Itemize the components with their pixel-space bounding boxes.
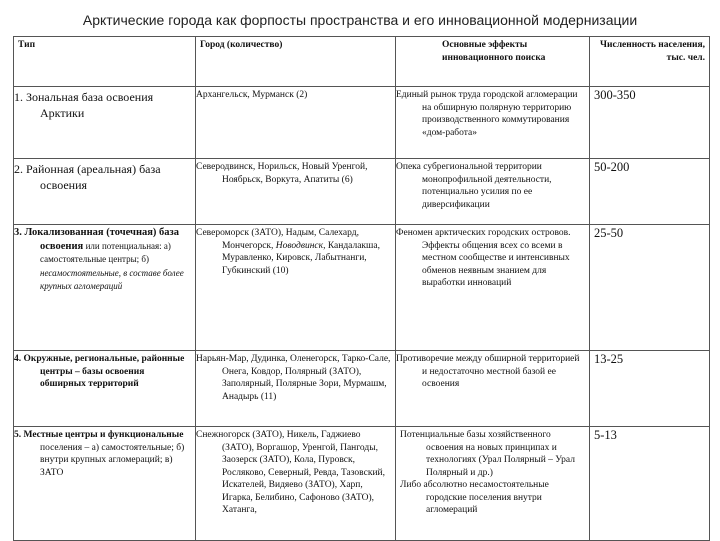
population-cell: 5-13 — [590, 427, 710, 541]
page-title: Арктические города как форпосты пространства и его инновационной модернизации — [82, 12, 638, 28]
table-row — [14, 87, 710, 159]
type-main-text: 5. Местные центры и функциональные — [14, 430, 184, 440]
population-cell: 13-25 — [590, 351, 710, 427]
population-cell: 300-350 — [590, 87, 710, 159]
effects-cell: Противоречие между обширной территорией и недостаточно местной базой ее освоения — [396, 351, 590, 427]
header-type: Тип — [14, 37, 196, 87]
effects-cell: Единый рынок труда городской агломерации на обширную полярную территорию производственного коммутирования «дом-работа» — [396, 87, 590, 159]
type-cell: 1. Зональная база освоения Арктики — [14, 87, 196, 159]
type-sub-text: поселения – а) самостоятельные; б) внутри крупных агломераций; в) ЗАТО — [40, 442, 185, 478]
table-row — [14, 351, 710, 427]
cities-italic-text: Новодвинск — [275, 240, 324, 251]
cities-cell: Нарьян-Мар, Дудинка, Оленегорск, Тарко-Сале, Онега, Ковдор, Полярный (ЗАТО), Заполярный, Полярные Зори, Мурмашм, Анадырь (11) — [196, 351, 396, 427]
header-cities: Город (количество) — [196, 37, 396, 87]
population-cell: 25-50 — [590, 225, 710, 351]
type-cell — [14, 427, 196, 541]
table-row — [14, 159, 710, 225]
header-effects: Основные эффекты инновационного поиска — [396, 37, 590, 87]
type-cell: 2. Районная (ареальная) база освоения — [14, 159, 196, 225]
type-italic-text: несамостоятельные, в составе более крупных агломераций — [40, 267, 184, 291]
arctic-cities-table — [13, 36, 710, 541]
cities-text: Североморск (ЗАТО), Надым, Салехард, Мончегорск, — [196, 228, 359, 251]
cities-cell: Северодвинск, Норильск, Новый Уренгой, Ноябрьск, Воркута, Апатиты (6) — [196, 159, 396, 225]
effects-text-b: Либо абсолютно несамостоятельные городские поселения внутри агломераций — [400, 480, 549, 515]
effects-cell: Опека субрегиональной территории монопрофильной деятельности, потенциально усилия по ее диверсификации — [396, 159, 590, 225]
header-population: Численность населения, тыс. чел. — [590, 37, 710, 87]
effects-text-a: Потенциальные базы хозяйственного освоения на новых принципах и технологиях (Урал Полярный – Урал Полярный и др.) — [400, 430, 575, 478]
cities-text-rest: , Кандалакша, Муравленко, Кировск, Лабытнанги, Губкинский (10) — [222, 240, 380, 276]
cities-cell: Архангельск, Мурманск (2) — [196, 87, 396, 159]
effects-cell: Феномен арктических городских островов. Эффекты общения всех со всеми в местном сообществе и интенсивных обменов неявным знанием для выработки инноваций — [396, 225, 590, 351]
type-cell: 4. Окружные, региональные, районные центры – базы освоения обширных территорий — [14, 351, 196, 427]
cities-cell: Снежногорск (ЗАТО), Никель, Гаджиево (ЗАТО), Воргашор, Уренгой, Пангоды, Заозерск (ЗАТО), Кола, Пуровск, Росляково, Северный, Ревда, Тазовский, Искателей, Видяево (ЗАТО), Харп, Игарка, Белибино, Сафоново (ЗАТО), Хатанга, — [196, 427, 396, 541]
cities-cell — [196, 225, 396, 351]
type-main-text: 3. Локализованная (точечная) база освоения — [14, 227, 180, 252]
table-header-row — [14, 37, 710, 87]
type-sub-text: или потенциальная: а) самостоятельные центры; б) — [40, 240, 171, 264]
type-cell — [14, 225, 196, 351]
population-cell: 50-200 — [590, 159, 710, 225]
table-row — [14, 225, 710, 351]
effects-cell — [396, 427, 590, 541]
table-row — [14, 427, 710, 541]
